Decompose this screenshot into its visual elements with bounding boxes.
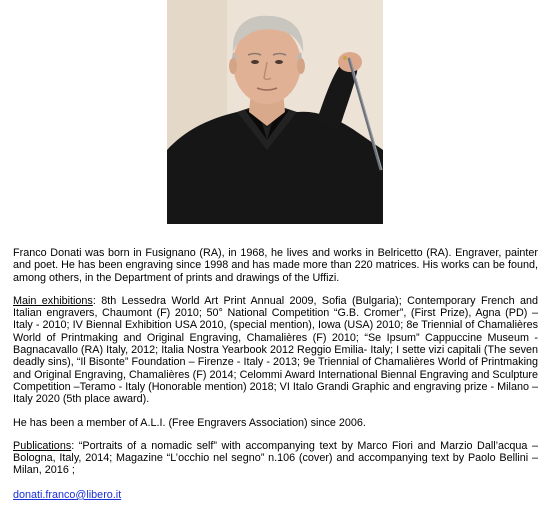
bio-intro: Franco Donati was born in Fusignano (RA), in 1968, he lives and works in Belricetto (RA). Engraver, painter and poet. He has been engraving since 1998 and has made more than 220 matrices. His works can be found, among others, in the Department of prints and drawings of the Uffizi. — [13, 247, 538, 284]
exhibitions-text: : 8th Lessedra World Art Print Annual 2009, Sofia (Bulgaria); Contemporary French and Italian engravers, Chaumont (F) 2010; 50° National Competition “G.B. Cromer”, (First Prize), Agna (PD) – Italy - 2010; IV Biennal Exhibition USA 2010, (special mention), Iowa (USA) 2010; 8e Triennial of Chamalières World of Printmaking and Original Engraving, Chamalières (F) 2010; “Se Ipsum” Cappuccine Museum - Bagnacavallo (RA) Italy, 2012; Italia Nostra Yearbook 2012 Reggio Emilia- Italy; I sette vizi capitali (The seven deadly sins), “Il Bisonte” Foundation – Firenze - Italy - 2013; 9e Triennial of Chamalières World of Printmaking and Original Engraving, Chamalières (F) 2014; Celommi Award International Biennal Engraving and Sculpture Competition –Teramo - Italy (Honorable mention) 2018; VI Italo Grandi Graphic and engraving prize - Milano – Italy 2020 (5th place award). — [13, 294, 538, 406]
contact-paragraph — [13, 489, 538, 501]
publications-label: Publications — [13, 439, 72, 452]
email-link[interactable]: donati.franco@libero.it — [13, 488, 122, 501]
portrait-photo — [167, 0, 383, 224]
exhibitions-paragraph — [13, 295, 538, 406]
exhibitions-label: Main exhibitions — [13, 294, 93, 307]
portrait-image — [167, 0, 383, 224]
publications-text: : “Portraits of a nomadic self” with accompanying text by Marco Fiori and Marzio Dall’acqua – Bologna, Italy, 2014; Magazine “L’occhio nel segno” n.106 (cover) and accompanying text by Paolo Bellini – Milan, 2016 ; — [13, 439, 538, 477]
publications-paragraph — [13, 440, 538, 477]
biography — [13, 247, 538, 512]
membership-paragraph: He has been a member of A.L.I. (Free Engravers Association) since 2006. — [13, 416, 366, 429]
